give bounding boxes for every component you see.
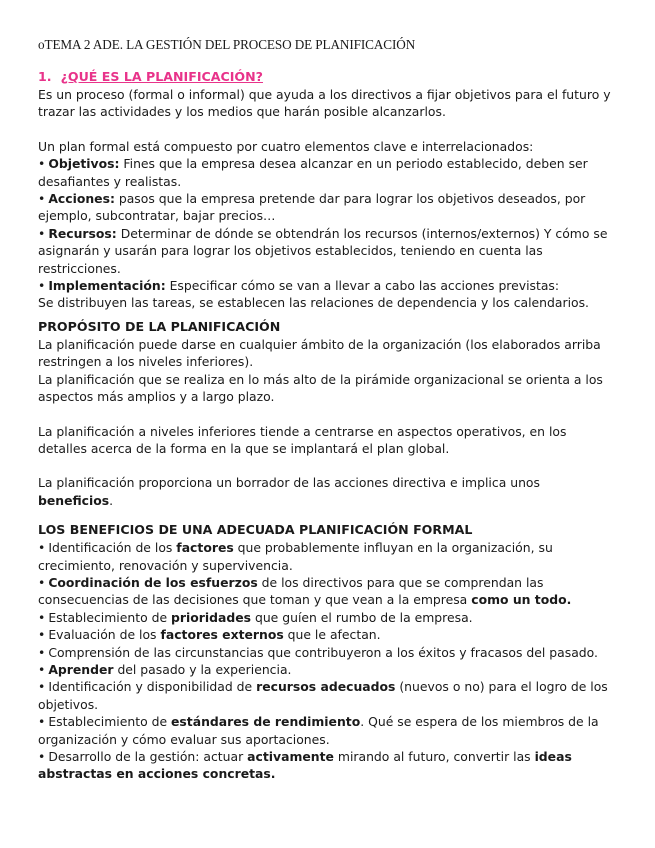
benefit-item: • Establecimiento de estándares de rendimiento. Qué se espera de los miembros de la organización y cómo evaluar sus aportaciones. — [38, 713, 616, 748]
benefits-heading: LOS BENEFICIOS DE UNA ADECUADA PLANIFICACIÓN FORMAL — [38, 522, 473, 538]
section-1-number: 1. — [38, 69, 52, 84]
section-1-title: ¿QUÉ ES LA PLANIFICACIÓN? — [60, 69, 263, 84]
document-title: oTEMA 2 ADE. LA GESTIÓN DEL PROCESO DE PLANIFICACIÓN — [38, 37, 416, 52]
benefit-item: • Identificación de los factores que probablemente influyan en la organización, su crecimiento, renovación y supervivencia. — [38, 539, 616, 574]
benefit-item: • Desarrollo de la gestión: actuar activamente mirando al futuro, convertir las ideas abstractas en acciones concretas. — [38, 748, 616, 783]
benefit-item: • Evaluación de los factores externos que le afectan. — [38, 626, 616, 643]
benefit-item: • Comprensión de las circunstancias que contribuyeron a los éxitos y fracasos del pasado. — [38, 644, 616, 661]
definition-paragraph: Es un proceso (formal o informal) que ayuda a los directivos a fijar objetivos para el futuro y trazar las actividades y los medios que harán posible alcanzarlos. — [38, 87, 611, 120]
element-acciones: • Acciones: pasos que la empresa pretende dar para lograr los objetivos deseados, por ejemplo, subcontratar, bajar precios… — [38, 190, 616, 225]
purpose-paragraph-2: La planificación que se realiza en lo más alto de la pirámide organizacional se orienta a los aspectos más amplios y a largo plazo. — [38, 371, 603, 405]
document-page — [38, 36, 616, 783]
element-recursos: • Recursos: Determinar de dónde se obtendrán los recursos (internos/externos) Y cómo se asignarán y usarán para lograr los objetivos establecidos, teniendo en cuenta las restricciones. — [38, 225, 616, 277]
benefit-item: • Establecimiento de prioridades que guíen el rumbo de la empresa. — [38, 609, 616, 626]
benefit-item: • Aprender del pasado y la experiencia. — [38, 661, 616, 678]
purpose-heading: PROPÓSITO DE LA PLANIFICACIÓN — [38, 318, 281, 334]
section-1-heading — [38, 68, 616, 86]
purpose-paragraph-4: La planificación proporciona un borrador de las acciones directiva e implica unos beneficios. — [38, 475, 540, 508]
element-objetivos: • Objetivos: Fines que la empresa desea alcanzar en un periodo establecido, deben ser desafiantes y realistas. — [38, 155, 616, 190]
element-implementacion: • Implementación: Especificar cómo se van a llevar a cabo las acciones previstas: — [38, 277, 616, 294]
benefit-item: • Coordinación de los esfuerzos de los directivos para que se comprendan las consecuencias de las decisiones que toman y que vean a la empresa como un todo. — [38, 574, 616, 609]
purpose-paragraph-1: La planificación puede darse en cualquier ámbito de la organización (los elaborados arriba restringen a los niveles inferiores). — [38, 336, 601, 370]
tasks-line: Se distribuyen las tareas, se establecen las relaciones de dependencia y los calendarios. — [38, 295, 589, 311]
plan-intro: Un plan formal está compuesto por cuatro elementos clave e interrelacionados: — [38, 138, 534, 154]
purpose-paragraph-3: La planificación a niveles inferiores tiende a centrarse en aspectos operativos, en los detalles acerca de la forma en la que se implantará el plan global. — [38, 423, 567, 456]
benefit-item: • Identificación y disponibilidad de recursos adecuados (nuevos o no) para el logro de los objetivos. — [38, 678, 616, 713]
